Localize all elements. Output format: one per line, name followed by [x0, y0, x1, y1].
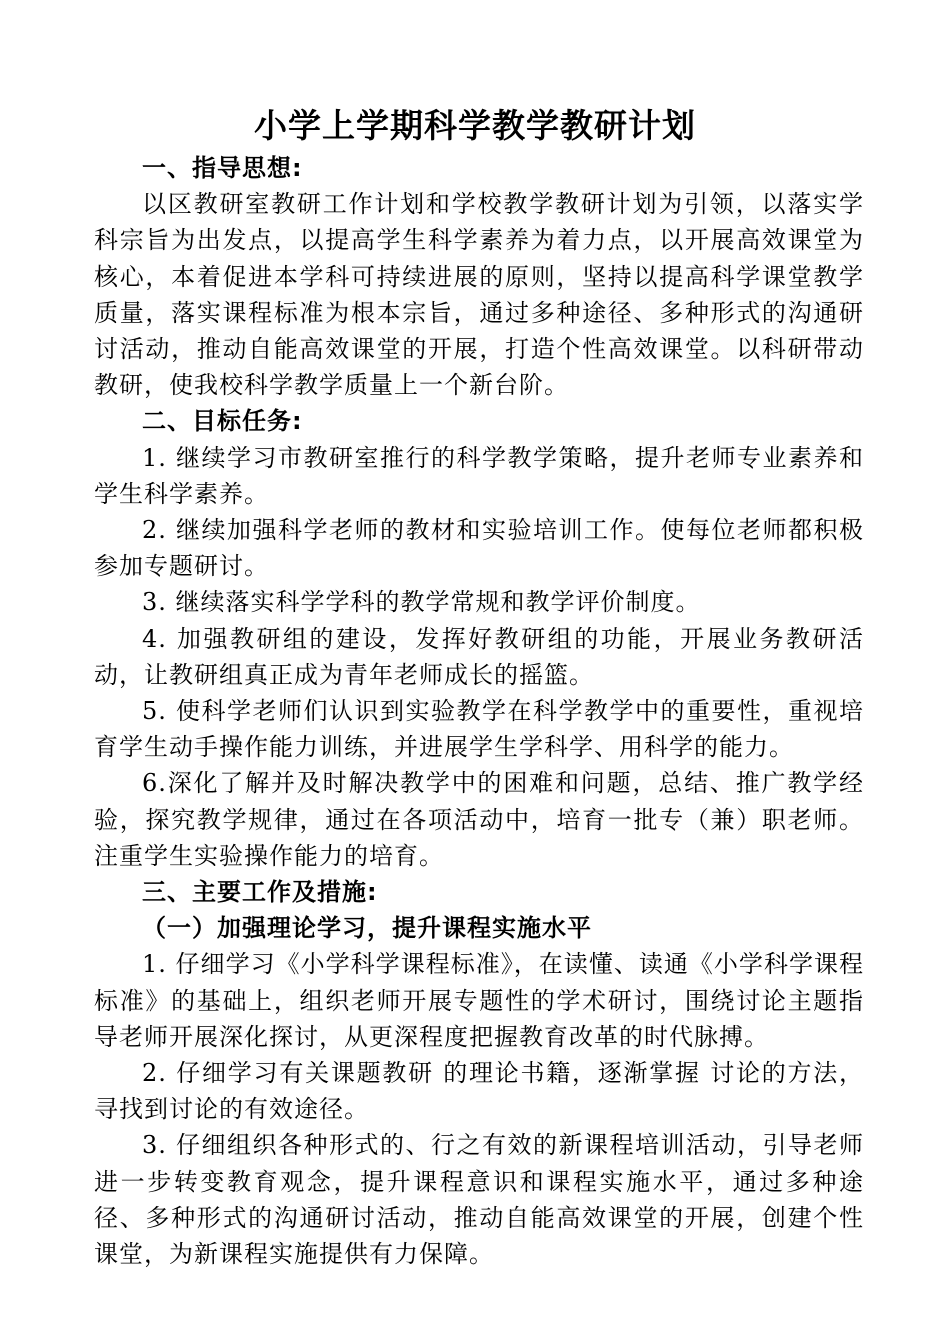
goal-item-6: 6.深化了解并及时解决教学中的困难和问题，总结、推广教学经验，探究教学规律，通过在各项活动中，培育一批专（兼）职老师。注重学生实验操作能力的培育。 — [94, 769, 864, 870]
measure-item-3: 3. 仔细组织各种形式的、行之有效的新课程培训活动，引导老师进一步转变教育观念，提升课程意识和课程实施水平，通过多种途径、多种形式的沟通研讨活动，推动自能高效课堂的开展，创建个性课堂，为新课程实施提供有力保障。 — [94, 1131, 864, 1269]
measure-item-1: 1. 仔细学习《小学科学课程标准》，在读懂、读通《小学科学课程标准》的基础上，组织老师开展专题性的学术研讨，围绕讨论主题指导老师开展深化探讨，从更深程度把握教育改革的时代脉搏。 — [94, 950, 864, 1051]
paragraph-guiding-ideology: 以区教研室教研工作计划和学校教学教研计划为引领，以落实学科宗旨为出发点，以提高学生科学素养为着力点，以开展高效课堂为核心，本着促进本学科可持续进展的原则，坚持以提高科学课堂教学质量，落实课程标准为根本宗旨，通过多种途径、多种形式的沟通研讨活动，推动自能高效课堂的开展，打造个性高效课堂。以科研带动教研，使我校科学教学质量上一个新台阶。 — [94, 190, 864, 400]
section-heading-guiding-ideology: 一、指导思想: — [142, 154, 303, 182]
section-heading-goals: 二、目标任务: — [142, 407, 303, 436]
document-title: 小学上学期科学教学教研计划 — [254, 106, 696, 145]
subsection-heading-theory-study: （一）加强理论学习，提升课程实施水平 — [142, 914, 592, 943]
goal-item-4: 4. 加强教研组的建设，发挥好教研组的功能，开展业务教研活动，让教研组真正成为青年老师成长的摇篮。 — [94, 624, 864, 689]
section-heading-measures: 三、主要工作及措施: — [142, 878, 378, 907]
goal-item-1: 1. 继续学习市教研室推行的科学教学策略，提升老师专业素养和学生科学素养。 — [94, 443, 864, 508]
goal-item-2: 2. 继续加强科学老师的教材和实验培训工作。使每位老师都积极参加专题研讨。 — [94, 516, 864, 581]
goal-item-5: 5. 使科学老师们认识到实验教学在科学教学中的重要性，重视培育学生动手操作能力训练，并进展学生学科学、用科学的能力。 — [94, 697, 864, 762]
document-body — [94, 150, 864, 1272]
measure-item-2: 2. 仔细学习有关课题教研 的理论书籍，逐渐掌握 讨论的方法，寻找到讨论的有效途径。 — [94, 1059, 864, 1124]
goal-item-3: 3. 继续落实科学学科的教学常规和教学评价制度。 — [142, 588, 701, 617]
